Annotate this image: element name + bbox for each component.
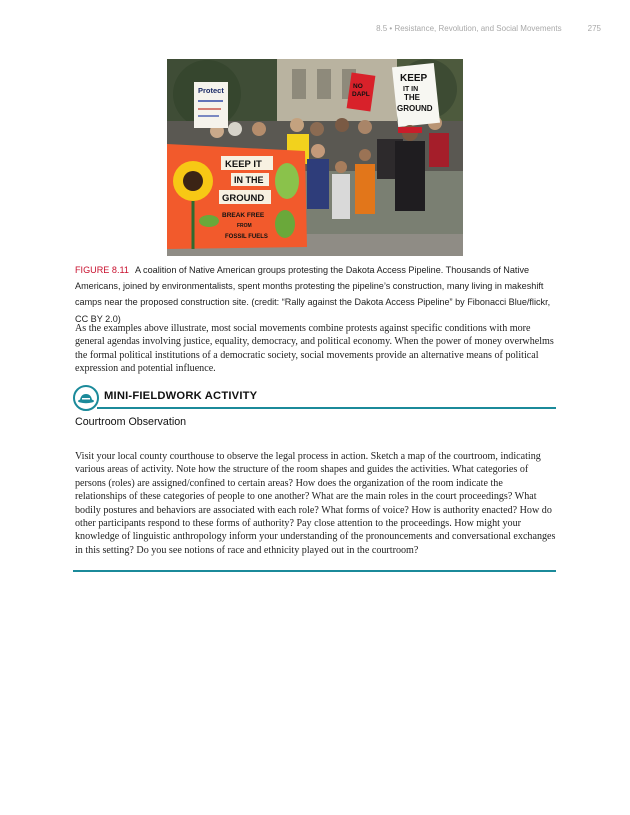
keep-it-in-the-ground-banner bbox=[167, 144, 307, 249]
activity-bottom-rule bbox=[73, 570, 556, 572]
activity-body: Visit your local county courthouse to observe the legal process in action. Sketch a map of the courtroom, indicating various areas of activity. Note how the structure of the room shapes and guides the activities. What categories of persons (roles) are assigned/confined to certain areas? How does the organization of the room indicate the relationships of these categories of people to one another? What are the main roles in the court proceedings? What bodily postures and behaviors are associated with each role? What forms of voice? How is authority enacted? How do other participants respond to these forms of authority? Pay close attention to the proceedings. How might your knowledge of linguistic anthropology inform your understanding of the pronouncements and conversational exchanges in this setting? Do you see notions of race and ethnicity played out in the courtroom? bbox=[75, 451, 556, 556]
svg-text:KEEP IT: KEEP IT bbox=[225, 159, 262, 170]
svg-text:IT IN: IT IN bbox=[403, 86, 419, 93]
svg-text:DAPL: DAPL bbox=[352, 91, 370, 98]
fieldwork-hat-icon bbox=[73, 385, 99, 411]
svg-text:NO: NO bbox=[353, 83, 363, 90]
svg-text:FOSSIL FUELS: FOSSIL FUELS bbox=[225, 234, 268, 240]
no-dapl-sign bbox=[347, 73, 376, 112]
running-header-section: 8.5 • Resistance, Revolution, and Social Movements bbox=[376, 24, 562, 33]
svg-text:THE: THE bbox=[404, 93, 420, 102]
figure-caption-text: A coalition of Native American groups protesting the Dakota Access Pipeline. Thousands of Native Americans, joined by environmentalists, spent months protesting the pipeline’s construction, many living in makeshift camps near the proposed construction site. (credit: “Rally against the Dakota Access Pipeline” by Fibonacci Blue/flickr, CC BY 2.0) bbox=[75, 265, 551, 324]
activity-title: MINI-FIELDWORK ACTIVITY bbox=[104, 390, 258, 402]
keep-it-in-the-ground-sign bbox=[392, 63, 440, 127]
activity-subtitle: Courtroom Observation bbox=[75, 416, 187, 428]
protect-sign bbox=[194, 82, 228, 128]
body-paragraph: As the examples above illustrate, most social movements combine protests against specific conditions with more general agendas involving justice, equality, democracy, and political economy. When the power of money overwhelms the formal political institutions of a democratic society, social movements provide an alternative means of political expression and potential influence. bbox=[75, 323, 554, 375]
activity-header-rule bbox=[97, 407, 556, 409]
svg-text:GROUND: GROUND bbox=[222, 193, 265, 204]
svg-text:IN THE: IN THE bbox=[234, 175, 264, 185]
svg-text:Protect: Protect bbox=[198, 86, 224, 95]
page-number: 275 bbox=[587, 24, 601, 33]
svg-text:BREAK FREE: BREAK FREE bbox=[222, 212, 265, 219]
svg-text:FROM: FROM bbox=[237, 223, 252, 229]
figure-caption bbox=[75, 262, 555, 327]
running-header bbox=[376, 24, 601, 33]
svg-text:GROUND: GROUND bbox=[397, 104, 433, 113]
svg-text:KEEP: KEEP bbox=[400, 73, 428, 84]
figure-label: FIGURE 8.11 bbox=[75, 265, 129, 275]
activity-header bbox=[73, 385, 556, 410]
protest-photo bbox=[167, 59, 463, 256]
